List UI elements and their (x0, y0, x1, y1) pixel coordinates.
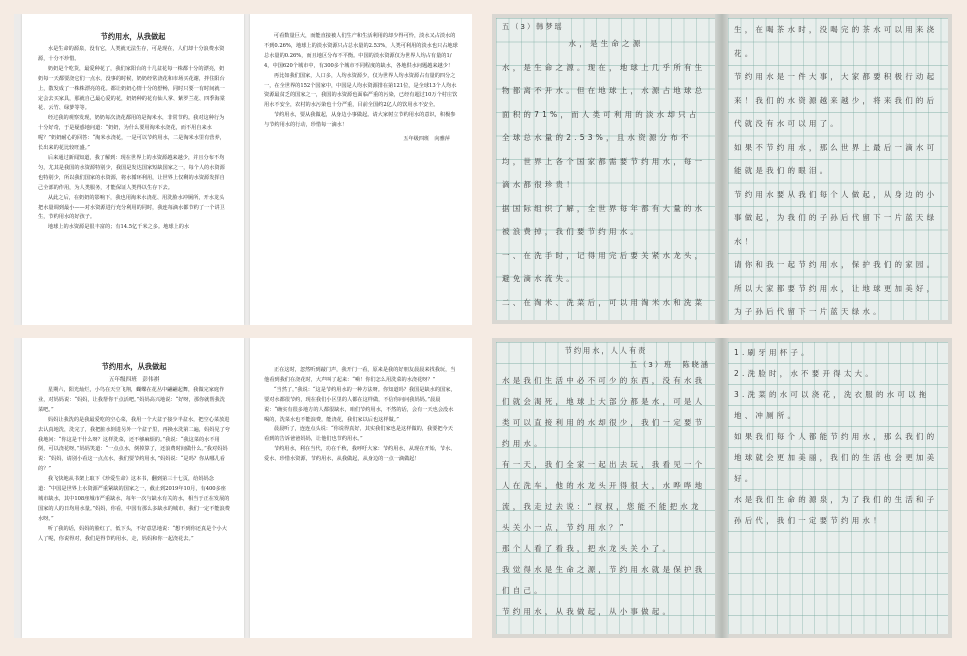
handwritten-line: 水，是生命之源。现在，地球上几乎所有生物都离不开水。但在地球上，水源占地球总面积的71%，而人类可利用的淡水却只占全球总水量的2.53%，且水资源分布不均，世界上各个国家都需要节约用水，每一滴水都很珍贵！ (502, 62, 706, 189)
handwritten-line: 节约用水，从我做起，从小事做起。 (502, 607, 674, 616)
handwritten-line: 我觉得水是生命之源，节约用水就是保护我们自己。 (502, 565, 706, 595)
doc1-right-paragraph: 可看数量巨大，而能直接被人们生产和生活利用的却少得可怜，淡水又占淡水的不到0.26%，地球上的淡水资源只占总水量的2.53%，人类可利用的淡水也只占地球总水量的0.26%，而且地区分布不平衡。中国的淡水资源仅为世界人均占有量的1/4，中国620个城市中，有300多个城市不同程度的缺水，各地供水问题越来越少！ (264, 33, 458, 69)
doc1-right-page (250, 14, 472, 325)
photo2-gutter (715, 338, 729, 638)
doc1-title: 节约用水，从我做起 (100, 32, 166, 41)
handwritten-line: 生，在喝茶水时，没喝完的茶水可以用来浇花。 (734, 25, 938, 58)
handwritten-line: 二、在淘米、洗菜后，可以用淘米水和洗菜 (502, 297, 706, 307)
handwritten-line: 有一天，我们全家一起出去玩，我看见一个人在洗车，他的水龙头开得很大，水哗哗地流，我走过去说：“叔叔，您能不能把水龙头关小一点，节约用水？” (502, 460, 706, 532)
doc2-title: 节约用水，从我做起 (101, 362, 167, 371)
handwritten-line: 1.刷牙用杯子。 (734, 348, 812, 357)
doc1-signature: 五年级四班 向雅萍 (403, 136, 450, 143)
doc1-left-paragraph: 地球上的水资源是很丰富的；有14.5亿千米之多。地球上的水 (47, 224, 190, 231)
handwritten-line: 如果我们每个人都能节约用水，那么我们的地球就会更加美丽，我们的生活也会更加美好。 (734, 432, 938, 483)
doc2-left-paragraph: 我飞快地从书架上取下《珍爱生命》这本书，翻到第三十七页，给妈妈念道：“中国是世界上水资源严重紧缺的国家之一，截止到2019年10月，有400多座城市缺水，其中108座城市严重缺水，每年一次与缺水有关的水，相当于正在发展的国家的人的日均用水量。”妈妈，你看，中国有那么多缺水的城市，我们一定不能浪费水呀。” (38, 476, 230, 522)
handwritten-line: 据国际组织了解，全世界每年都有大量的水被浪费掉，我们要节约用水。 (502, 203, 706, 236)
doc2-right-paragraph: 节约用水，利在当代，功在千秋，我呼吁大家：节约用水，从现在开始，节水、爱水、珍惜水资源，节约用水，从我做起，从身边的一点一滴做起！ (264, 446, 456, 463)
handwritten-line: 如果不节约用水，那么世界上最后一滴水可能就是我们的眼泪。 (734, 142, 938, 175)
handwritten-line: 所以大家都要节约用水，让地球更加美好，为子孙后代留下一片蓝天绿水。 (734, 283, 938, 316)
doc2-left-paragraph: 妈妈让我洗的是我最爱吃的空心菜，我用一个大盆子接少半盆水，把空心菜放进去认真地洗，洗完了，我把脏水倒进另外一个盆子里，再换水洗第二遍，妈妈见了夸我地问：“你这是干什么呀？这样洗菜，还不够麻烦的。”我说：“我这菜的水不用倒，可以浇花呀。”妈妈笑道：“一点点水，倒掉算了，还浪费时间做什么。”我对妈妈说：“妈妈，请别小看这一点点水，我们要节约用水，”妈妈说：“是吗？你从哪儿看的？” (38, 416, 230, 473)
handwritten-line: 一、在洗手时，记得用完后要关紧水龙头，避免滴水流失。 (502, 250, 706, 283)
document-spread-1 (14, 14, 472, 325)
doc2-right-page (250, 338, 472, 638)
doc2-left-paragraph: 星期六，阳光灿烂，小鸟在天空飞翔，蝴蝶在花丛中翩翩起舞，我做完家庭作业，对妈妈说：“妈妈，让我帮你干点活吧。”妈妈高兴地说：“好呀，那你就帮我洗菜吧。” (38, 387, 225, 413)
photo1-gutter (715, 14, 729, 324)
photo2-header: 节约用水，人人有责 (564, 346, 648, 355)
doc1-right-paragraph: 节约用水，要从我做起，从身边小事做起。请大家树立节约用水的意识，积极参与节约用水的行动，珍惜每一滴水！ (264, 112, 456, 129)
doc2-right-paragraph: 晨晨听了，连连点头说：“你说得真好，其实我们家也是这样做的，我要把今天看到的告诉爸爸妈妈，让他们也节约用水。” (264, 426, 453, 443)
doc1-left-paragraph: 水是生命的源泉，没有它，人类就无法生存，可是现在，人们却十分浪费水资源，十分不珍惜。 (38, 46, 225, 62)
handwritten-line: 请你和我一起节约用水，保护我们的家园。 (734, 260, 938, 269)
photo1-header: 五（3）韩梦瑶 (502, 22, 564, 31)
handwriting-photo-1 (492, 14, 952, 324)
doc2-right-paragraph: 正在这时，忽然听到敲门声，我开门一看，原来是我的好朋友晨晨来找我玩，当他看到我们在浇花时，大声叫了起来：“嗬！你们怎么用洗菜的水浇花呀？” (264, 367, 456, 383)
handwritten-line: 节约用水要从我们每个人做起，从身边的小事做起，为我们的子孙后代留下一片蓝天绿水！ (734, 189, 938, 246)
handwritten-line: 水，是生命之源 (568, 39, 644, 48)
document-spread-2 (14, 338, 472, 638)
photo2-class-line: 五（3）班 陈晓涵 (629, 360, 710, 369)
handwritten-line: 节约用水是一件大事，大家都要积极行动起来！我们的水资源越来越少，将来我们的后代就没有水可以用了。 (734, 72, 938, 128)
photo2-right-sheet (728, 342, 948, 634)
handwritten-line: 水是我们生活中必不可少的东西，没有水我们就会渴死，地球上大部分都是水，可是人类可以直接利用的水却很少，我们一定要节约用水。 (502, 376, 706, 448)
doc1-right-paragraph: 再比如我们国家，人口多，人均水资源少，仅为世界人均水资源占有量的四分之一，在全世界的152个国家中，中国是人均水资源排在第121位，是全球13个人均水资源最贫乏的国家之一，我国的水资源也面临严重的污染，已经有超过10万个村庄饮用水不安全，农村的水污染也十分严重，目前全国约2亿人的饮用水不安全。 (264, 72, 458, 109)
photo2-left-sheet (496, 342, 716, 634)
handwriting-photo-2 (492, 338, 952, 638)
doc1-left-paragraph: 从此之后，在奶奶的影响下，我也用淘米水浇花、用洗脸水冲厕所，开水龙头把水量调到最小——对水资源进行充分利用的同时，我连每滴水都节约了一个讲卫生，节约用水的好孩子。 (38, 194, 225, 221)
doc2-left-paragraph: 听了我的话，妈妈的脸红了，低下头，不好意思地说：“想不到你还真是个小大人了呢，你说得对，我们是得节约用水，走，妈妈和你一起浇花去。” (38, 525, 227, 542)
doc1-left-page (22, 14, 244, 325)
doc1-left-paragraph: 后来通过新闻知道，我了解到：现在世界上的水资源越来越少，并且分布不均匀，尤其是我国的水资源特别少，我国是发达国家短缺国家之一，每个人的水资源也特别少，所以我们国家的水资源，将水循环利用，让世界上仅剩的水资源发挥自己全部的作用，为人类服务，才能保证人类得以生存下去。 (38, 154, 225, 191)
doc2-left-page (22, 338, 244, 638)
doc2-right-paragraph: “当然了，”我说：“这是节约用水的一种方法呀。你知道吗？我国是缺水的国家，要对水都很节约，现在我们小区里的人都在这样做，不信你问问我妈妈。”晨晨说：“确实有很多地方的人都很缺水，咱们节约用水，不然的话，会有一天也会没水喝的，洗菜水也不能浪费，能浇花，我们家以后也这样做。” (264, 386, 456, 423)
photo1-left-sheet (496, 18, 716, 320)
doc2-author: 五年级四班 彭伟祺 (108, 377, 160, 383)
doc1-left-paragraph: 经过我的观察发现，奶奶每次浇花都用的是淘米水，非常节约。我对这种行为十分好奇，于是疑惑地问道：“奶奶，为什么要用淘米水浇花，而不用自来水呢？”奶奶耐心的回答：“淘米水浇花，一是可以节约用水，二是淘米水里有营养，长出来的花比较旺盛。” (38, 115, 225, 152)
handwritten-line: 那个人看了看我，把水龙头关小了。 (502, 544, 674, 553)
handwritten-line: 2.洗脸时，水不要开得太大。 (734, 369, 876, 378)
doc1-left-paragraph: 奶奶是个吃货，最爱种花了，我们家阳台的十几盆花每一株都十分的漂亮，奶奶每一天都要浇它们一点水，没事的时候，奶奶经常浇花和市场买花谢，拌住阳台上，散发成了一株株漂亮的花。都让奶奶心情十分的舒畅，同时只要一有时间就一定会去买家具，那就自己最心爱的花，奶奶种的花有仙人掌、紫罗兰花、四季海棠花、云竹、绿萝等等。 (38, 65, 225, 112)
handwritten-line: 3.洗菜的水可以浇花，洗衣服的水可以拖地、冲厕所。 (734, 390, 930, 420)
handwritten-line: 水是我们生命的源泉，为了我们的生活和子孙后代，我们一定要节约用水！ (734, 495, 938, 525)
photo1-right-sheet (728, 18, 948, 320)
